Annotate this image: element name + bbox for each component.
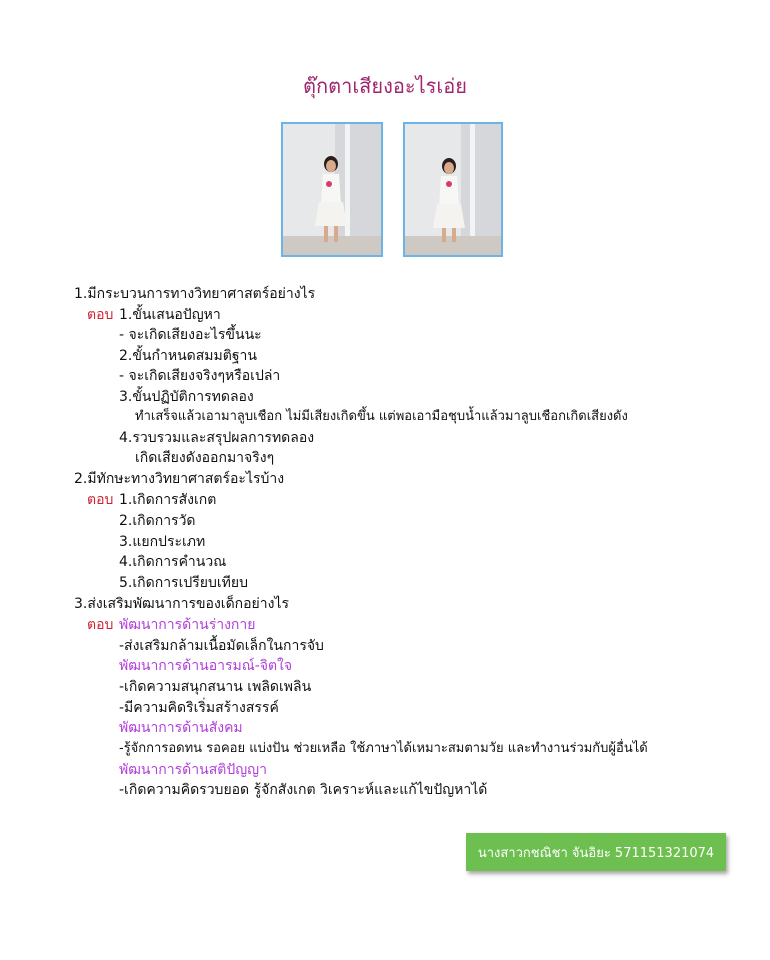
q1-step-2: 2.ขั้นกำหนดสมมติฐาน — [119, 348, 257, 364]
doll-photo-2 — [403, 122, 503, 257]
q2-skill: 5.เกิดการเปรียบเทียบ — [119, 575, 248, 591]
social-detail: -รู้จักการอดทน รอคอย แบ่งปัน ช่วยเหลือ ใช้ภาษาได้เหมาะสมตามวัย และทำงานร่วมกับผู้อื่นได้ — [119, 741, 648, 756]
q1-step-1-detail: - จะเกิดเสียงอะไรขึ้นนะ — [119, 327, 262, 343]
emotional-detail-1: -เกิดความสนุกสนาน เพลิดเพลิน — [119, 679, 312, 695]
question-2: 2.มีทักษะทางวิทยาศาสตร์อะไรบ้าง — [74, 471, 285, 487]
subheading-social: พัฒนาการด้านสังคม — [119, 720, 243, 736]
page-title: ตุ๊กตาเสียงอะไรเอ่ย — [303, 74, 467, 98]
q2-skill: 1.เกิดการสังเกต — [119, 492, 217, 508]
subheading-emotional: พัฒนาการด้านอารมณ์-จิตใจ — [119, 658, 293, 674]
intellectual-detail: -เกิดความคิดรวบยอด รู้จักสังเกต วิเคราะห์และแก้ไขปัญหาได้ — [119, 782, 488, 798]
q2-skill: 4.เกิดการคำนวณ — [119, 554, 227, 570]
photo-illustration — [283, 124, 381, 255]
q1-step-3: 3.ขั้นปฏิบัติการทดลอง — [119, 389, 254, 405]
q1-step-2-detail: - จะเกิดเสียงจริงๆหรือเปล่า — [119, 368, 281, 384]
photo-illustration — [405, 124, 501, 255]
doll-photo-1 — [281, 122, 383, 257]
question-1: 1.มีกระบวนการทางวิทยาศาสตร์อย่างไร — [74, 286, 316, 302]
emotional-detail-2: -มีความคิดริเริ่มสร้างสรรค์ — [119, 700, 279, 716]
answer-label-2: ตอบ — [87, 492, 114, 508]
q2-skill: 2.เกิดการวัด — [119, 513, 196, 529]
q1-step-3-detail: ทำเสร็จแล้วเอามาลูบเชือก ไม่มีเสียงเกิดขึ้น แต่พอเอามือชุบน้ำแล้วมาลูบเชือกเกิดเสียงดัง — [135, 409, 628, 424]
q1-step-4: 4.รวบรวมและสรุปผลการทดลอง — [119, 430, 315, 446]
q2-skill: 3.แยกประเภท — [119, 534, 206, 550]
subheading-intellectual: พัฒนาการด้านสติปัญญา — [119, 762, 267, 778]
question-3: 3.ส่งเสริมพัฒนาการของเด็กอย่างไร — [74, 596, 290, 612]
author-signature-box: นางสาวกชณิชา จันอิยะ 571151321074 — [466, 833, 726, 871]
subheading-physical: พัฒนาการด้านร่างกาย — [119, 617, 256, 633]
answer-label-3: ตอบ — [87, 617, 114, 633]
physical-detail: -ส่งเสริมกล้ามเนื้อมัดเล็กในการจับ — [119, 638, 324, 654]
q1-step-4-detail: เกิดเสียงดังออกมาจริงๆ — [135, 450, 275, 466]
answer-label-1: ตอบ — [87, 307, 114, 323]
q1-step-1: 1.ขั้นเสนอปัญหา — [119, 307, 221, 323]
